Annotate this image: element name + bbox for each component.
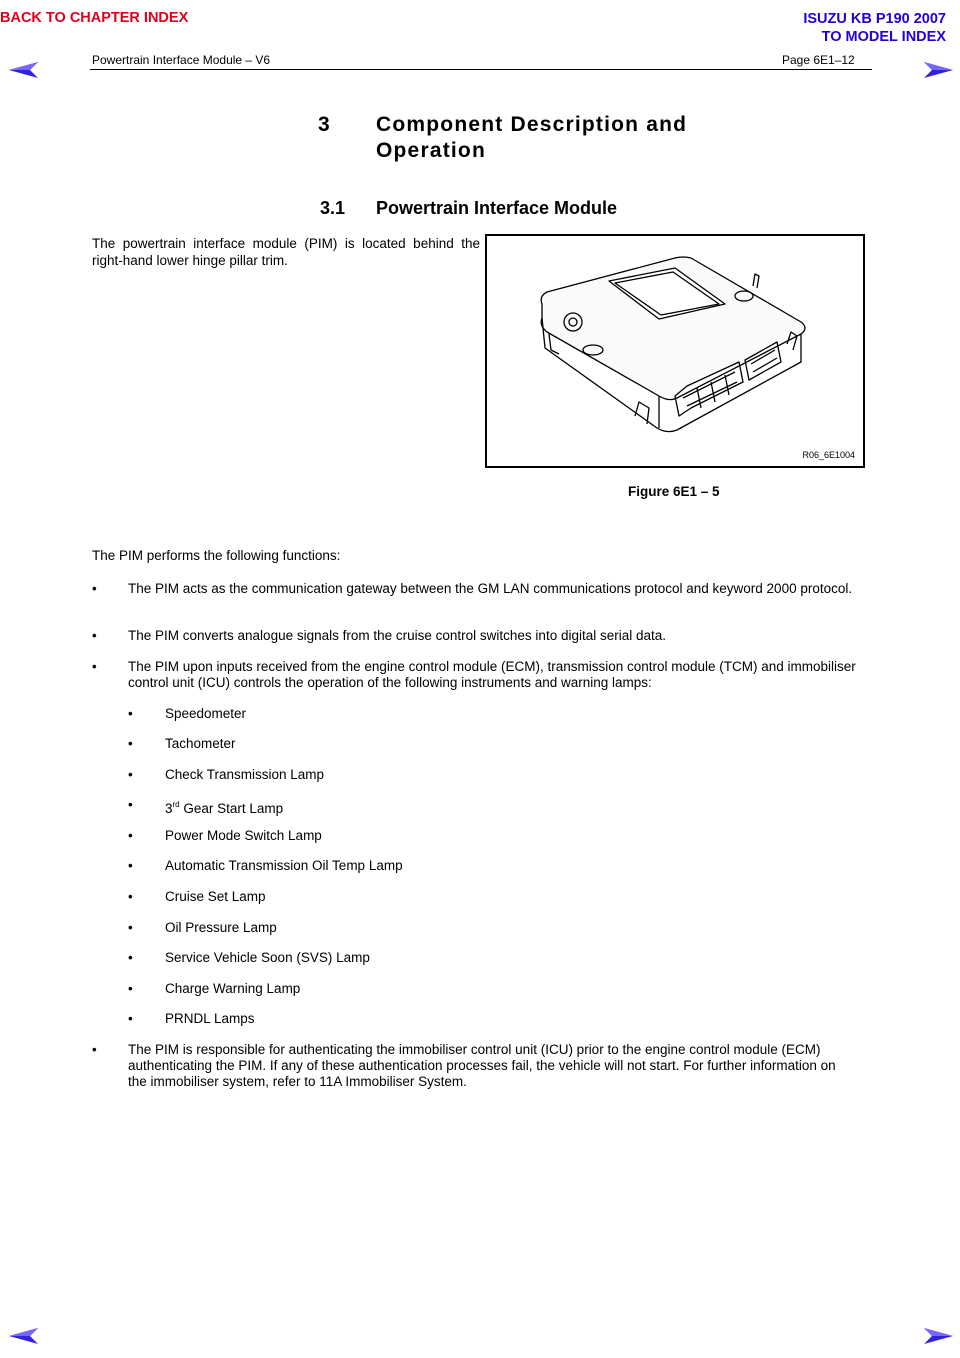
bullet-marker: • <box>128 736 133 751</box>
bullet-marker: • <box>128 858 133 873</box>
next-page-arrow-icon[interactable] <box>922 60 954 80</box>
bullet-marker: • <box>92 581 97 596</box>
lamp-item: Speedometer <box>165 706 247 721</box>
model-index-label[interactable]: TO MODEL INDEX <box>821 29 946 45</box>
subsection-heading <box>320 198 617 219</box>
bullet-marker: • <box>128 706 133 721</box>
bullet-marker: • <box>128 920 133 935</box>
intro-paragraph: The powertrain interface module (PIM) is located behind the right-hand lower hinge pillar trim. <box>92 236 480 268</box>
pim-figure <box>485 234 865 468</box>
bullet-marker: • <box>92 659 97 674</box>
function-item: The PIM converts analogue signals from the cruise control switches into digital serial data. <box>128 628 667 643</box>
header-rule <box>90 69 872 70</box>
lamp-3rd-rest: Gear Start Lamp <box>179 801 284 816</box>
function-item: The PIM is responsible for authenticating the immobiliser control unit (ICU) prior to the engine control module (ECM) authenticating the PIM. If any of these authentication processes fail, the vehicle will not start. For further information on the immobiliser system, refer to 11A Immobiliser System. <box>128 1042 836 1089</box>
bullet-marker: • <box>128 797 133 812</box>
bullet-marker: • <box>128 767 133 782</box>
header-page-number: Page 6E1–12 <box>782 53 855 67</box>
section-title-line2: Operation <box>376 139 486 162</box>
lamp-item: Oil Pressure Lamp <box>165 920 277 935</box>
subsection-title: Powertrain Interface Module <box>376 198 618 218</box>
model-title[interactable]: ISUZU KB P190 2007 <box>803 11 946 27</box>
lamp-item: Tachometer <box>165 736 236 751</box>
bullet-marker: • <box>128 889 133 904</box>
lamp-item: Cruise Set Lamp <box>165 889 266 904</box>
section-title-line1: Component Description and <box>376 113 688 136</box>
bullet-marker: • <box>92 628 97 643</box>
lamp-item: Charge Warning Lamp <box>165 981 301 996</box>
pim-module-illustration <box>487 236 863 466</box>
back-to-chapter-index-link[interactable]: BACK TO CHAPTER INDEX <box>0 10 189 26</box>
functions-intro: The PIM performs the following functions: <box>92 548 341 563</box>
figure-reference: R06_6E1004 <box>802 450 855 460</box>
lamp-item: Power Mode Switch Lamp <box>165 828 322 843</box>
figure-caption: Figure 6E1 – 5 <box>628 484 720 499</box>
function-item: The PIM acts as the communication gateway between the GM LAN communications protocol and keyword 2000 protocol. <box>128 581 853 596</box>
bullet-marker: • <box>128 1011 133 1026</box>
subsection-number: 3.1 <box>320 198 346 218</box>
lamp-item: Automatic Transmission Oil Temp Lamp <box>165 858 403 873</box>
bullet-marker: • <box>128 828 133 843</box>
function-item: The PIM upon inputs received from the engine control module (ECM), transmission control module (TCM) and immobiliser control unit (ICU) controls the operation of the following instruments and warning lamps: <box>128 659 856 690</box>
prev-page-arrow-icon[interactable] <box>8 60 40 80</box>
lamp-item: PRNDL Lamps <box>165 1011 255 1026</box>
header-module-name: Powertrain Interface Module – V6 <box>92 53 271 67</box>
next-page-arrow-bottom-icon[interactable] <box>922 1326 954 1346</box>
lamp-3rd-number: 3 <box>165 801 173 816</box>
section-heading <box>318 112 687 164</box>
lamp-3rd-superscript: rd <box>172 800 180 809</box>
lamp-item: Service Vehicle Soon (SVS) Lamp <box>165 950 370 965</box>
bullet-marker: • <box>92 1042 97 1057</box>
section-number: 3 <box>318 113 331 136</box>
prev-page-arrow-bottom-icon[interactable] <box>8 1326 40 1346</box>
lamp-item <box>165 797 283 817</box>
model-index-link[interactable] <box>803 10 946 46</box>
bullet-marker: • <box>128 950 133 965</box>
bullet-marker: • <box>128 981 133 996</box>
lamp-item: Check Transmission Lamp <box>165 767 325 782</box>
